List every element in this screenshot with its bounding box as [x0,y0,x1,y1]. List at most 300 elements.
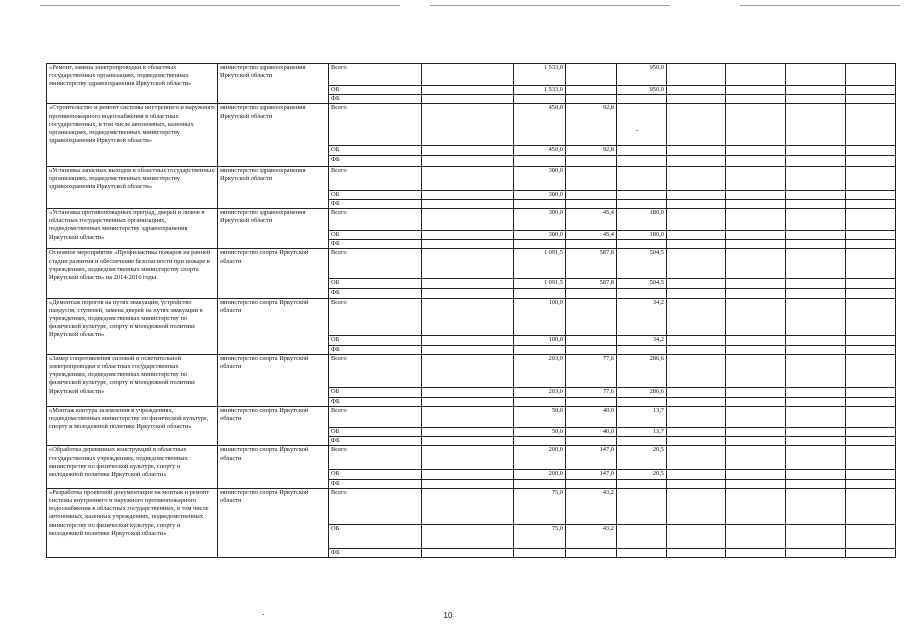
amount-cell [422,104,514,146]
amount-cell [667,249,726,279]
table-row [47,407,896,428]
amount-cell: 100,0 [514,335,566,345]
amount-cell [726,199,786,208]
amount-cell [667,279,726,289]
amount-cell [726,470,786,479]
amount-cell [617,548,667,557]
amount-cell [786,397,846,406]
amount-cell [786,335,846,345]
amount-cell [786,548,846,557]
funding-source-cell: Всего [329,407,422,428]
amount-cell [617,524,667,548]
amount-cell [514,240,566,249]
amount-cell [617,95,667,104]
amount-cell [726,95,786,104]
amount-cell: 77,6 [566,354,617,387]
amount-cell: 92,8 [566,104,617,146]
funding-source-cell: Всего [329,354,422,387]
amount-cell [786,479,846,488]
amount-cell [422,437,514,446]
amount-cell [726,488,786,524]
amount-cell: 1 533,0 [514,64,566,86]
amount-cell [846,548,896,557]
amount-cell [667,470,726,479]
amount-cell [786,249,846,279]
funding-source-cell: Всего [329,104,422,146]
measure-name-cell: «Установка запасных выходов в областных государственных организациях, подведомственных министерству здравоохранения Иркутской области» [47,166,218,208]
amount-cell [726,437,786,446]
amount-cell [422,446,514,470]
amount-cell: 950,0 [617,64,667,86]
amount-cell: 300,0 [514,231,566,240]
amount-cell [617,199,667,208]
amount-cell: 1 533,0 [514,86,566,95]
amount-cell [566,479,617,488]
amount-cell [726,446,786,470]
amount-cell [514,437,566,446]
funding-source-cell: Всего [329,64,422,86]
amount-cell [566,548,617,557]
amount-cell [846,231,896,240]
amount-cell: 34,2 [617,335,667,345]
amount-cell [667,387,726,397]
amount-cell [786,199,846,208]
amount-cell [846,249,896,279]
measure-name-cell: «Замер сопротивления силовой и осветительной электропроводки в областных государственных учреждениях, подведомственных министерству по физической культуре, спорту и молодежной политике Иркутской области» [47,354,218,406]
amount-cell [667,95,726,104]
amount-cell [667,289,726,298]
amount-cell [726,209,786,231]
amount-cell [422,397,514,406]
amount-cell [726,155,786,166]
amount-cell: 50,0 [514,407,566,428]
amount-cell [667,407,726,428]
amount-cell [422,335,514,345]
table-row [47,209,896,231]
funding-source-cell: ОБ [329,86,422,95]
amount-cell [667,199,726,208]
amount-cell [846,155,896,166]
amount-cell: 75,0 [514,488,566,524]
table-row [47,488,896,524]
amount-cell [786,354,846,387]
amount-cell [846,479,896,488]
amount-cell [726,397,786,406]
amount-cell [786,488,846,524]
amount-cell: 40,0 [566,428,617,437]
amount-cell: 286,6 [617,387,667,397]
amount-cell: 504,5 [617,249,667,279]
amount-cell [422,146,514,155]
amount-cell [514,479,566,488]
table-row [47,298,896,335]
amount-cell [566,199,617,208]
executor-cell: министерство спорта Иркутской области [218,446,329,488]
page-number: 10 [443,611,453,620]
amount-cell [422,279,514,289]
amount-cell [422,298,514,335]
amount-cell [667,166,726,190]
funding-source-cell: ОБ [329,335,422,345]
funding-source-cell: ФБ [329,397,422,406]
amount-cell [786,209,846,231]
amount-cell [846,146,896,155]
amount-cell [617,488,667,524]
amount-cell [566,64,617,86]
measure-name-cell: «Демонтаж порогов на путях эвакуации, устройство пандусов, ступеней, замена дверей на путях эвакуации в учреждениях, подведомственных министерству по физической культуре, спорту и молодежной политике Иркутской области» [47,298,218,354]
amount-cell: 100,0 [514,298,566,335]
amount-cell: 147,0 [566,470,617,479]
amount-cell [726,86,786,95]
executor-cell: министерство спорта Иркутской области [218,354,329,406]
amount-cell [667,479,726,488]
executor-cell: министерство спорта Иркутской области [218,298,329,354]
funding-source-cell: ОБ [329,387,422,397]
amount-cell: 450,0 [514,104,566,146]
amount-cell [846,64,896,86]
funding-source-cell: ОБ [329,470,422,479]
amount-cell [726,166,786,190]
amount-cell [514,397,566,406]
scan-speck [262,614,264,615]
amount-cell [726,104,786,146]
amount-cell: 180,0 [617,231,667,240]
scan-edge-line [740,5,900,6]
executor-cell: министерство здравоохранения Иркутской области [218,104,329,166]
amount-cell [786,407,846,428]
amount-cell [566,155,617,166]
amount-cell [566,335,617,345]
amount-cell [422,488,514,524]
amount-cell [726,298,786,335]
scan-edge-line [430,5,670,6]
table-row [47,446,896,470]
amount-cell [422,155,514,166]
measure-name-cell: «Обработка деревянных конструкций в областных государственных учреждениях, подведомственных министерству по физической культуре, спорту и молодежной политике Иркутской области» [47,446,218,488]
amount-cell [726,231,786,240]
amount-cell: 1 091,5 [514,279,566,289]
amount-cell [726,146,786,155]
amount-cell [846,335,896,345]
funding-source-cell: ОБ [329,231,422,240]
amount-cell [422,166,514,190]
amount-cell [846,488,896,524]
amount-cell: 504,5 [617,279,667,289]
executor-cell: министерство спорта Иркутской области [218,249,329,298]
amount-cell [422,289,514,298]
program-measures-table [46,63,896,558]
amount-cell [786,289,846,298]
measure-name-cell: «Строительство и ремонт системы внутреннего и наружного противопожарного водоснабжения в областных государственных, в том числе автономных, казенных организациях, подведомственных министерству здравоохранения Иркутской области» [47,104,218,166]
amount-cell [786,64,846,86]
amount-cell [566,166,617,190]
amount-cell [667,209,726,231]
amount-cell: 13,7 [617,428,667,437]
amount-cell [846,397,896,406]
amount-cell [566,86,617,95]
amount-cell [422,95,514,104]
amount-cell [726,249,786,279]
scan-edge-line [40,5,400,6]
funding-source-cell: ОБ [329,279,422,289]
measure-name-cell: «Разработка проектной документации на монтаж и ремонт системы внутреннего и наружного противопожарного водоснабжения в областных государственных, в том числе автономных, казенных учреждениях, подведомственных министерству по физической культуре, спорту и молодежной политике Иркутской области» [47,488,218,557]
amount-cell [846,240,896,249]
amount-cell: 147,0 [566,446,617,470]
amount-cell [422,249,514,279]
amount-cell [617,166,667,190]
amount-cell [786,231,846,240]
amount-cell [726,240,786,249]
amount-cell: 20,5 [617,470,667,479]
amount-cell [667,446,726,470]
amount-cell [726,335,786,345]
funding-source-cell: ФБ [329,479,422,488]
amount-cell [667,104,726,146]
funding-source-cell: ФБ [329,548,422,557]
amount-cell [846,387,896,397]
measure-name-cell: «Ремонт, замена электропроводки в областных государственных организациях, подведомственных министерству здравоохранения Иркутской области» [47,64,218,104]
amount-cell [422,479,514,488]
amount-cell [846,470,896,479]
amount-cell [667,548,726,557]
amount-cell: 203,0 [514,387,566,397]
amount-cell [667,428,726,437]
amount-cell [667,240,726,249]
table-row [47,104,896,146]
amount-cell [726,479,786,488]
amount-cell [846,289,896,298]
funding-source-cell: ОБ [329,428,422,437]
amount-cell [667,298,726,335]
amount-cell [514,548,566,557]
amount-cell [667,64,726,86]
amount-cell: 77,6 [566,387,617,397]
amount-cell [422,190,514,199]
funding-source-cell: ФБ [329,240,422,249]
amount-cell [514,345,566,354]
amount-cell [786,446,846,470]
amount-cell [617,479,667,488]
amount-cell [846,279,896,289]
funding-source-cell: Всего [329,209,422,231]
amount-cell: 587,8 [566,249,617,279]
amount-cell [617,437,667,446]
amount-cell [726,407,786,428]
amount-cell [846,190,896,199]
table-row [47,64,896,86]
amount-cell [726,524,786,548]
amount-cell [786,428,846,437]
amount-cell [667,345,726,354]
measure-name-cell: «Монтаж контура заземления в учреждениях, подведомственных министерству по физической культуре, спорту и молодежной политике Иркутской области» [47,407,218,446]
amount-cell [846,524,896,548]
amount-cell: 300,0 [514,190,566,199]
amount-cell [422,231,514,240]
amount-cell [422,524,514,548]
measure-name-cell: «Установка противопожарных преград, дверей и люков в областных государственных организациях, подведомственных министерству здравоохранения Иркутской области» [47,209,218,249]
amount-cell [846,354,896,387]
amount-cell [667,335,726,345]
table-row [47,249,896,279]
amount-cell [786,470,846,479]
amount-cell [846,345,896,354]
amount-cell [667,231,726,240]
amount-cell [667,524,726,548]
amount-cell: 40,0 [566,407,617,428]
amount-cell [566,190,617,199]
amount-cell [786,345,846,354]
amount-cell: 300,0 [514,166,566,190]
amount-cell: 43,2 [566,488,617,524]
amount-cell [566,298,617,335]
executor-cell: министерство спорта Иркутской области [218,407,329,446]
funding-source-cell: Всего [329,166,422,190]
amount-cell [726,190,786,199]
amount-cell [786,146,846,155]
amount-cell: 75,0 [514,524,566,548]
amount-cell: 200,0 [514,470,566,479]
amount-cell [566,240,617,249]
executor-cell: министерство спорта Иркутской области [218,488,329,557]
amount-cell: 45,4 [566,231,617,240]
amount-cell [422,354,514,387]
amount-cell [726,428,786,437]
amount-cell [617,289,667,298]
amount-cell [617,146,667,155]
amount-cell [786,437,846,446]
amount-cell [667,488,726,524]
amount-cell [726,548,786,557]
amount-cell [667,397,726,406]
amount-cell [422,209,514,231]
amount-cell [667,437,726,446]
amount-cell [846,446,896,470]
amount-cell [846,166,896,190]
funding-source-cell: ОБ [329,524,422,548]
amount-cell [786,240,846,249]
amount-cell [667,86,726,95]
amount-cell [667,155,726,166]
amount-cell [786,279,846,289]
amount-cell [422,470,514,479]
amount-cell: 203,0 [514,354,566,387]
amount-cell [786,86,846,95]
amount-cell [786,166,846,190]
amount-cell: 286,6 [617,354,667,387]
funding-source-cell: Всего [329,488,422,524]
amount-cell [726,387,786,397]
funding-source-cell: ОБ [329,190,422,199]
amount-cell: 300,0 [514,209,566,231]
amount-cell [846,437,896,446]
amount-cell [846,104,896,146]
amount-cell: 50,0 [514,428,566,437]
amount-cell [422,86,514,95]
amount-cell [667,146,726,155]
amount-cell [846,209,896,231]
amount-cell: 45,4 [566,209,617,231]
amount-cell [514,289,566,298]
amount-cell [422,428,514,437]
amount-cell [422,548,514,557]
amount-cell: 180,0 [617,209,667,231]
amount-cell [846,407,896,428]
amount-cell [726,64,786,86]
amount-cell [422,240,514,249]
funding-source-cell: Всего [329,249,422,279]
amount-cell [566,95,617,104]
funding-source-cell: ФБ [329,95,422,104]
amount-cell: 1 091,5 [514,249,566,279]
amount-cell [726,345,786,354]
amount-cell [667,354,726,387]
amount-cell [422,345,514,354]
funding-source-cell: ФБ [329,155,422,166]
amount-cell [514,199,566,208]
measure-name-cell: Основное мероприятие «Профилактика пожаров на ранней стадии развития и обеспечение безопасности при пожаре в учреждениях, подведомственных министерству спорта Иркутской области» на 2014-2016 годы [47,249,218,298]
amount-cell [846,95,896,104]
amount-cell [786,524,846,548]
funding-source-cell: ФБ [329,345,422,354]
amount-cell [786,298,846,335]
amount-cell [617,240,667,249]
amount-cell [617,345,667,354]
amount-cell [617,190,667,199]
amount-cell [786,155,846,166]
amount-cell: 43,2 [566,524,617,548]
amount-cell [846,86,896,95]
amount-cell [514,95,566,104]
table-row [47,354,896,387]
amount-cell: 450,0 [514,146,566,155]
amount-cell [617,155,667,166]
amount-cell [846,199,896,208]
executor-cell: министерство здравоохранения Иркутской области [218,166,329,208]
funding-source-cell: ФБ [329,437,422,446]
amount-cell [566,397,617,406]
funding-source-cell: Всего [329,446,422,470]
amount-cell [566,345,617,354]
amount-cell [726,289,786,298]
amount-cell: 950,0 [617,86,667,95]
funding-source-cell: Всего [329,298,422,335]
amount-cell: 587,8 [566,279,617,289]
amount-cell [786,95,846,104]
amount-cell [726,354,786,387]
amount-cell [846,298,896,335]
amount-cell [566,437,617,446]
amount-cell [726,279,786,289]
amount-cell [422,199,514,208]
amount-cell [422,407,514,428]
funding-source-cell: ОБ [329,146,422,155]
amount-cell: 34,2 [617,298,667,335]
amount-cell [846,428,896,437]
amount-cell: 13,7 [617,407,667,428]
amount-cell [786,387,846,397]
table-row [47,166,896,190]
amount-cell: 92,8 [566,146,617,155]
amount-cell [617,397,667,406]
amount-cell [422,387,514,397]
amount-cell [566,289,617,298]
amount-cell [617,104,667,146]
executor-cell: министерство здравоохранения Иркутской области [218,209,329,249]
amount-cell [422,64,514,86]
amount-cell: 20,5 [617,446,667,470]
amount-cell [514,155,566,166]
executor-cell: министерство здравоохранения Иркутской области [218,64,329,104]
